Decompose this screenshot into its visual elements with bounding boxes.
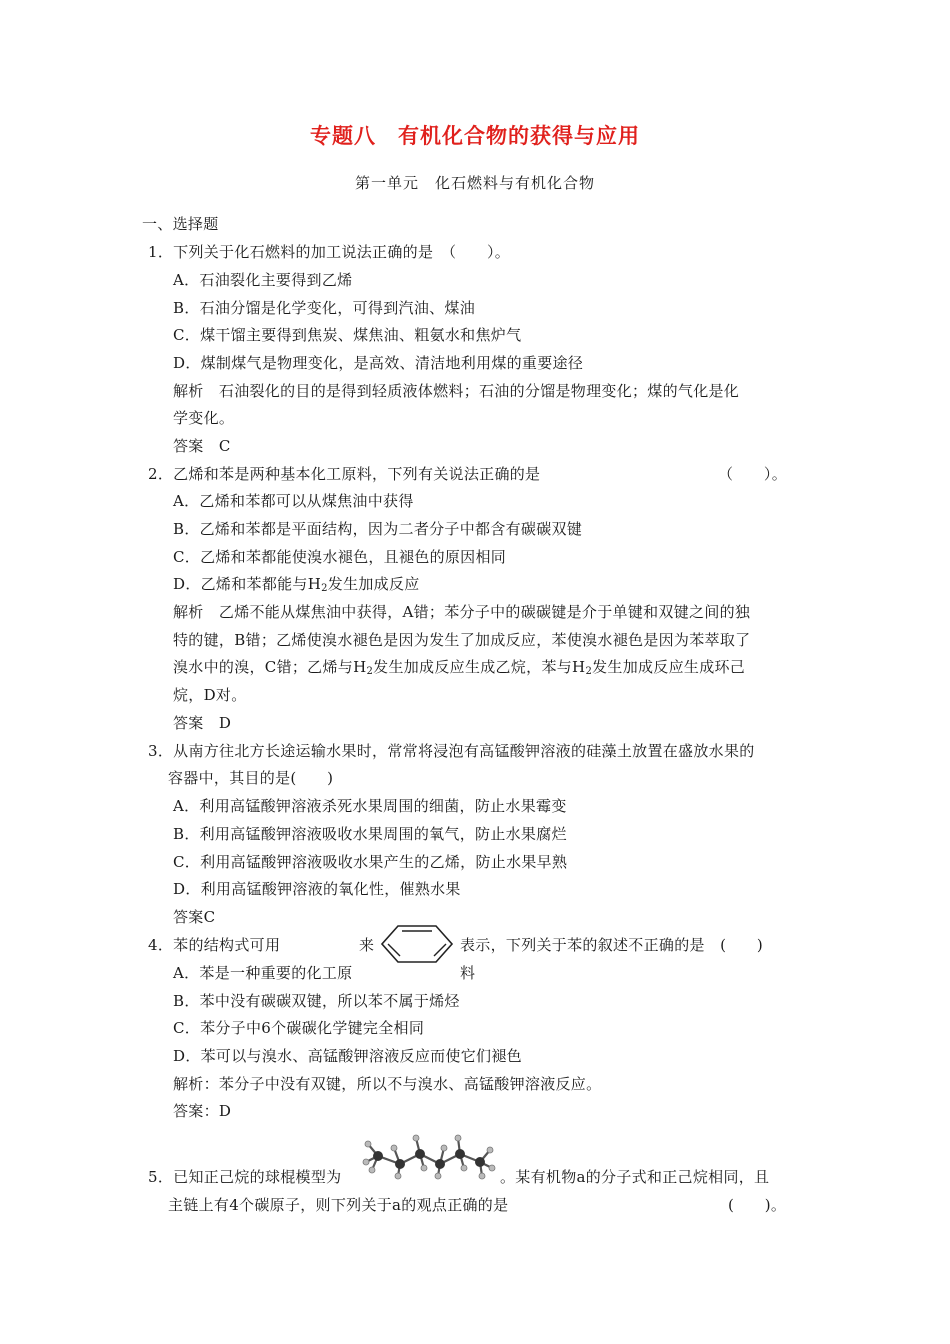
q3-option-b: B．利用高锰酸钾溶液吸收水果周围的氧气，防止水果腐烂 [173, 825, 567, 843]
q4-option-b: B．苯中没有碳碳双键，所以苯不属于烯烃 [173, 992, 460, 1010]
q4-option-d: D．苯可以与溴水、高锰酸钾溶液反应而使它们褪色 [173, 1047, 522, 1065]
q1-option-c: C．煤干馏主要得到焦炭、煤焦油、粗氨水和焦炉气 [173, 326, 522, 344]
q2-option-d-pre: D．乙烯和苯都能与H [173, 575, 322, 593]
page-title: 专题八 有机化合物的获得与应用 [310, 124, 640, 148]
q4-option-a: A．苯是一种重要的化工原 [173, 964, 353, 982]
q5-answer-paren: ( )。 [728, 1196, 787, 1214]
q1-option-a: A．石油裂化主要得到乙烯 [173, 271, 353, 289]
q2-analysis-line4: 烷，D对。 [173, 686, 247, 704]
q1-stem: 1．下列关于化石燃料的加工说法正确的是 （ ）。 [148, 243, 511, 261]
q3-stem-line2: 容器中，其目的是( ) [168, 769, 334, 787]
q4-stem-lai: 来 [359, 936, 375, 954]
q4-answer: 答案：D [173, 1102, 232, 1120]
q2-answer: 答案 D [173, 714, 232, 732]
q3-stem-line1: 3．从南方往北方长途运输水果时，常常将浸泡有高锰酸钾溶液的硅藻土放置在盛放水果的 [148, 742, 755, 760]
q4-stem-pre: 4．苯的结构式可用 [148, 936, 281, 954]
q5-stem-pre: 5．已知正己烷的球棍模型为 [148, 1168, 342, 1186]
q2-analysis3-mid: 发生加成反应生成乙烷，苯与H [373, 658, 586, 676]
unit-subtitle: 第一单元 化石燃料与有机化合物 [354, 174, 595, 192]
hexane-ball-stick-model-icon [358, 1128, 498, 1182]
q4-option-c: C．苯分子中6个碳碳化学键完全相同 [173, 1019, 425, 1037]
q2-analysis-line1: 解析 乙烯不能从煤焦油中获得，A错；苯分子中的碳碳键是介于单键和双键之间的独 [173, 603, 751, 621]
q1-analysis-line1: 解析 石油裂化的目的是得到轻质液体燃料；石油的分馏是物理变化；煤的气化是化 [173, 382, 740, 400]
q2-option-d [173, 574, 420, 599]
q3-answer: 答案C [173, 908, 216, 926]
q2-analysis3-sub1: 2 [366, 666, 374, 677]
q2-option-c: C．乙烯和苯都能使溴水褪色，且褪色的原因相同 [173, 548, 507, 566]
q4-analysis: 解析：苯分子中没有双键，所以不与溴水、高锰酸钾溶液反应。 [173, 1075, 602, 1093]
q4-option-a-tail: 料 [460, 964, 476, 982]
q2-option-a: A．乙烯和苯都可以从煤焦油中获得 [173, 492, 414, 510]
q1-analysis-line2: 学变化。 [173, 409, 235, 427]
q2-analysis-line2: 特的键，B错；乙烯使溴水褪色是因为发生了加成反应，苯使溴水褪色是因为苯萃取了 [173, 631, 751, 649]
q2-analysis-line3 [173, 657, 745, 682]
q1-option-d: D．煤制煤气是物理变化，是高效、清洁地利用煤的重要途径 [173, 354, 584, 372]
q2-analysis3-sub2: 2 [585, 666, 593, 677]
q2-answer-paren: （ ）。 [718, 465, 788, 483]
q5-stem-line2: 主链上有4个碳原子，则下列关于a的观点正确的是 [168, 1196, 509, 1214]
section-heading: 一、选择题 [142, 215, 219, 233]
q1-option-b: B．石油分馏是化学变化，可得到汽油、煤油 [173, 299, 476, 317]
q3-option-c: C．利用高锰酸钾溶液吸收水果产生的乙烯，防止水果早熟 [173, 853, 568, 871]
q3-option-d: D．利用高锰酸钾溶液的氧化性，催熟水果 [173, 880, 461, 898]
q2-analysis3-post: 发生加成反应生成环己 [592, 658, 746, 676]
q4-stem-post: 表示，下列关于苯的叙述不正确的是 ( ) [460, 936, 764, 954]
q3-option-a: A．利用高锰酸钾溶液杀死水果周围的细菌，防止水果霉变 [173, 797, 567, 815]
q2-option-d-sub: 2 [321, 583, 328, 594]
q2-stem: 2．乙烯和苯是两种基本化工原料，下列有关说法正确的是 [148, 465, 541, 483]
q5-stem-post: 。某有机物a的分子式和正己烷相同，且 [500, 1168, 770, 1186]
q2-option-b: B．乙烯和苯都是平面结构，因为二者分子中都含有碳碳双键 [173, 520, 583, 538]
q2-analysis3-pre: 溴水中的溴，C错；乙烯与H [173, 658, 367, 676]
q1-answer: 答案 C [173, 437, 231, 455]
benzene-ring-icon [378, 918, 456, 970]
q2-option-d-post: 发生加成反应 [327, 575, 420, 593]
